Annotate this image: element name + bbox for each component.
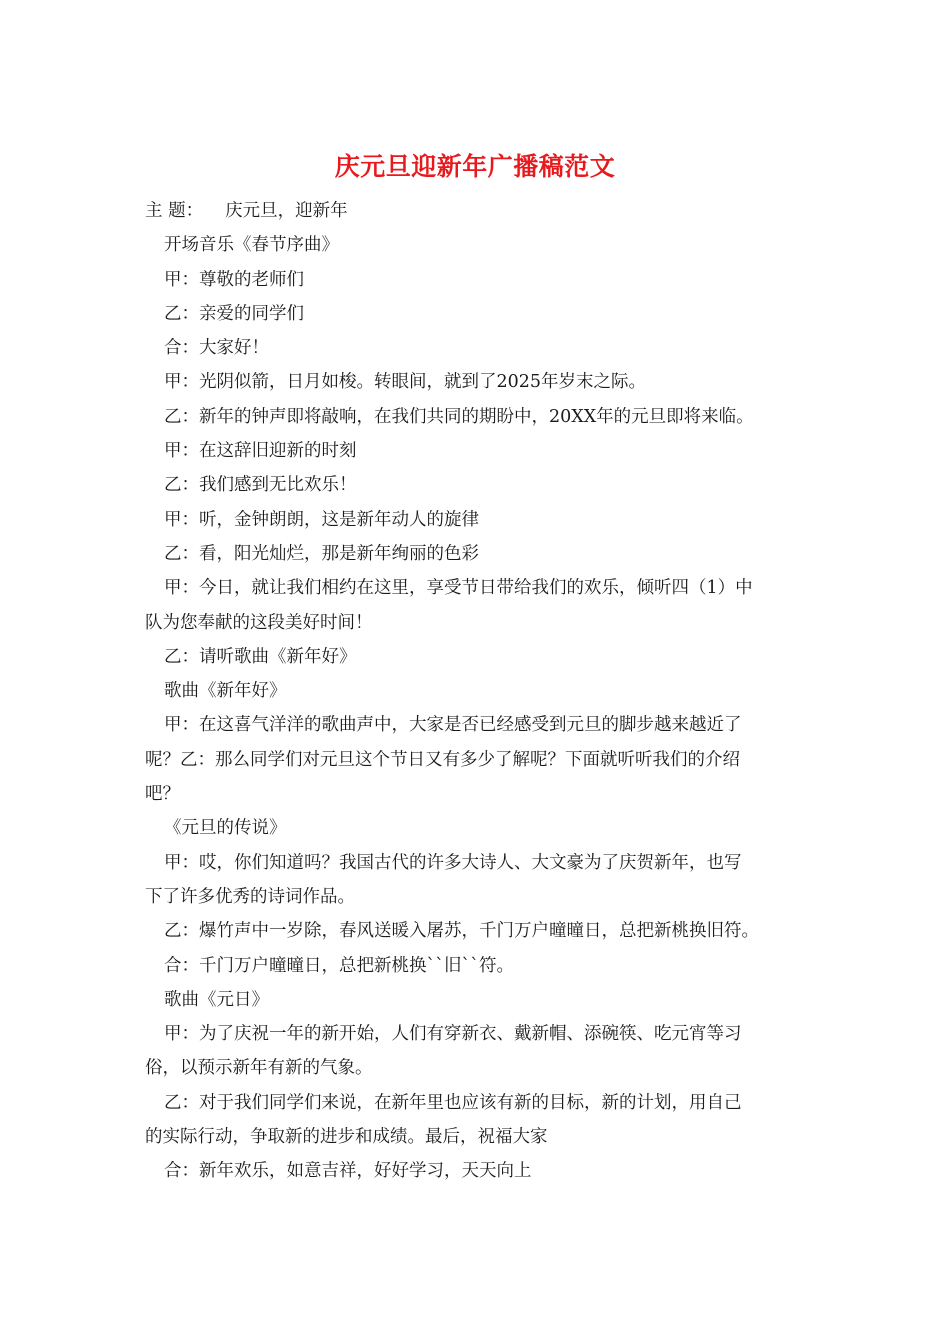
body-line: 歌曲《元日》: [164, 989, 269, 1010]
body-line-continuation: 呢？乙：那么同学们对元旦这个节日又有多少了解呢？下面就听听我们的介绍: [145, 749, 740, 770]
body-line: 乙：亲爱的同学们: [164, 303, 304, 324]
body-line-continuation: 下了许多优秀的诗词作品。: [145, 886, 355, 907]
body-line: 合：大家好！: [164, 338, 269, 359]
body-line: 甲：在这喜气洋洋的歌曲声中，大家是否已经感受到元旦的脚步越来越近了: [164, 715, 742, 736]
body-line-continuation: 队为您奉献的这段美好时间！: [145, 612, 373, 633]
body-line: 甲：光阴似箭，日月如梭。转眼间，就到了2025年岁末之际。: [164, 372, 647, 393]
body-line: 甲：听，金钟朗朗，这是新年动人的旋律: [164, 509, 479, 530]
body-line-continuation: 俗，以预示新年有新的气象。: [145, 1058, 373, 1079]
body-line: 甲：今日，就让我们相约在这里，享受节日带给我们的欢乐，倾听四（1）中: [164, 578, 753, 599]
document-body: [145, 194, 810, 1189]
body-line: 合：千门万户曈曈日，总把新桃换``旧``符。: [164, 955, 514, 976]
body-line: 甲：为了庆祝一年的新开始，人们有穿新衣、戴新帽、添碗筷、吃元宵等习: [164, 1024, 742, 1045]
body-line: 甲：在这辞旧迎新的时刻: [164, 441, 357, 462]
body-line: 歌曲《新年好》: [164, 681, 287, 702]
body-line: 甲：尊敬的老师们: [164, 269, 304, 290]
body-line: 《元旦的传说》: [164, 818, 287, 839]
subject-line: [145, 194, 810, 228]
body-line: 开场音乐《春节序曲》: [164, 235, 339, 256]
body-line-continuation: 吧？: [145, 784, 180, 805]
body-line: 乙：爆竹声中一岁除，春风送暖入屠苏，千门万户曈曈日，总把新桃换旧符。: [164, 921, 759, 942]
subject-value: 庆元旦，迎新年: [225, 201, 348, 221]
body-line: 甲：哎，你们知道吗？我国古代的许多大诗人、大文豪为了庆贺新年，也写: [164, 852, 742, 873]
subject-label: 主 题：: [145, 201, 204, 221]
body-line: 合：新年欢乐，如意吉祥，好好学习，天天向上: [164, 1161, 532, 1182]
body-line: 乙：对于我们同学们来说，在新年里也应该有新的目标，新的计划，用自己: [164, 1092, 742, 1113]
body-line: 乙：新年的钟声即将敲响，在我们共同的期盼中，20XX年的元旦即将来临。: [164, 406, 754, 427]
body-line-continuation: 的实际行动，争取新的进步和成绩。最后，祝福大家: [145, 1127, 548, 1148]
body-line: 乙：看，阳光灿烂，那是新年绚丽的色彩: [164, 543, 479, 564]
document-title: 庆元旦迎新年广播稿范文: [334, 152, 616, 181]
body-line: 乙：请听歌曲《新年好》: [164, 646, 357, 667]
body-line: 乙：我们感到无比欢乐！: [164, 475, 357, 496]
